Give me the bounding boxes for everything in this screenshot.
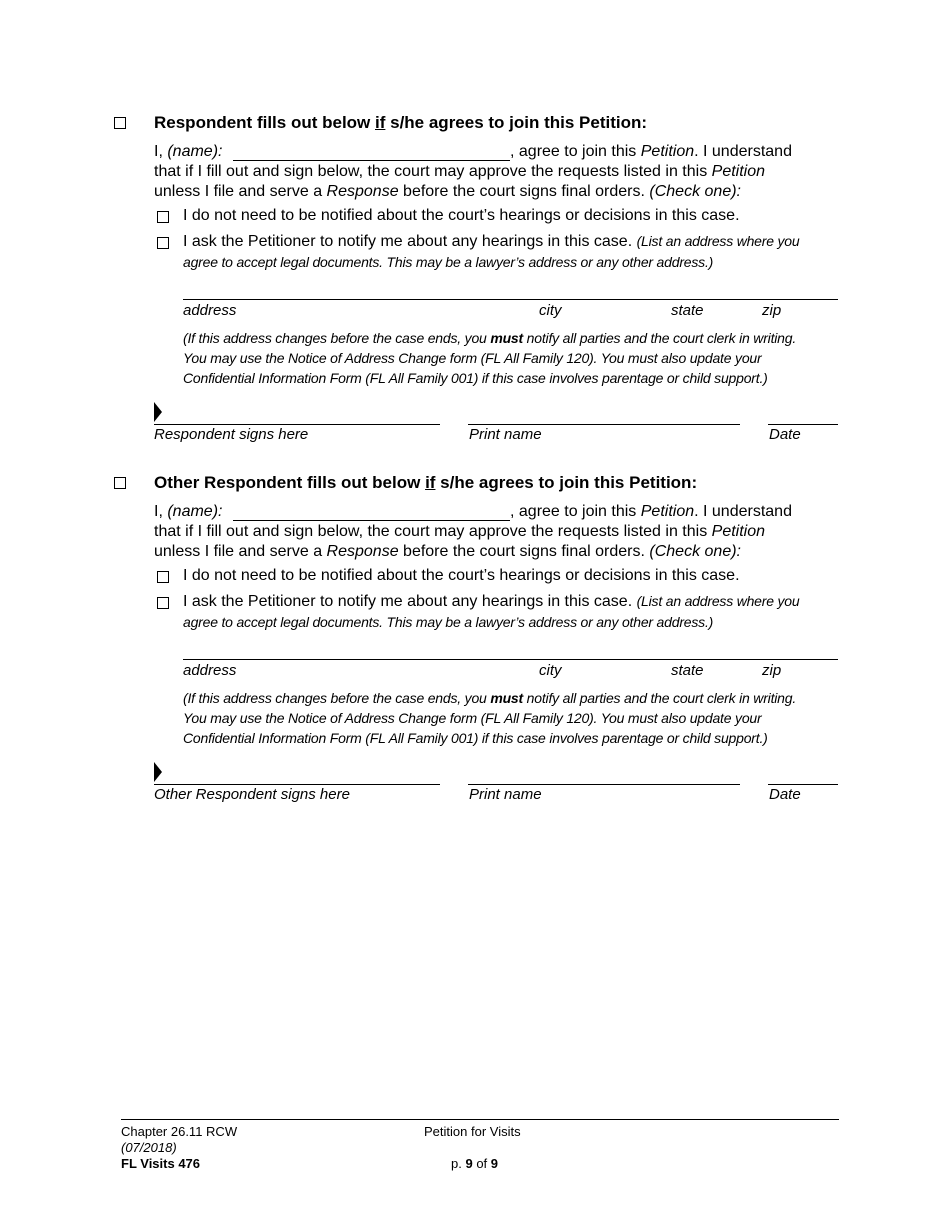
petition-word: Petition: [711, 523, 766, 540]
date-label: Date: [769, 786, 801, 803]
must-word: must: [490, 330, 523, 346]
respondent-line3: [154, 182, 741, 202]
respondent-note-line3: Confidential Information Form (FL All Family 001) if this case involves parentage or child support.): [183, 370, 768, 386]
footer-form-number: FL Visits 476: [121, 1156, 201, 1171]
text: unless I file and serve a: [154, 183, 327, 200]
footer-page-number: [451, 1156, 498, 1171]
date-label: Date: [769, 426, 801, 443]
other-respondent-notify-label: [183, 593, 799, 611]
other-respondent-notify-label-cont: agree to accept legal documents. This may be a lawyer’s address or any other address.): [183, 614, 714, 630]
heading-if: if: [425, 473, 436, 492]
respondent-notify-label-cont: agree to accept legal documents. This may be a lawyer’s address or any other address.): [183, 254, 714, 270]
other-respondent-line1-end: [510, 502, 792, 522]
address-label: address: [183, 302, 237, 319]
text: I,: [154, 503, 168, 520]
respondent-no-notify-checkbox[interactable]: [157, 211, 169, 223]
city-label: city: [539, 302, 562, 319]
footer-title: Petition for Visits: [424, 1124, 521, 1139]
respondent-sign-label: Respondent signs here: [154, 426, 309, 443]
city-label: city: [539, 662, 562, 679]
text: (List an address where you: [636, 233, 800, 249]
footer-date: (07/2018): [121, 1140, 177, 1155]
must-word: must: [490, 690, 523, 706]
other-respondent-print-name-field[interactable]: [468, 784, 740, 785]
other-respondent-no-notify-checkbox[interactable]: [157, 571, 169, 583]
respondent-no-notify-label: I do not need to be notified about the court’s hearings or decisions in this case.: [183, 207, 740, 224]
respondent-note-line2: You may use the Notice of Address Change form (FL All Family 120). You must also update your: [183, 350, 762, 366]
text: I ask the Petitioner to notify me about any hearings in this case.: [183, 233, 637, 250]
other-respondent-line2: [154, 522, 765, 542]
other-respondent-signature-field[interactable]: [154, 784, 440, 785]
respondent-address-field[interactable]: [183, 299, 838, 300]
respondent-date-field[interactable]: [768, 424, 838, 425]
respondent-join-checkbox[interactable]: [114, 117, 126, 129]
text: notify all parties and the court clerk in writing.: [522, 690, 797, 706]
respondent-line1: [154, 142, 222, 162]
petition-word: Petition: [640, 143, 695, 160]
text: unless I file and serve a: [154, 543, 327, 560]
other-respondent-sign-label: Other Respondent signs here: [154, 786, 350, 803]
other-respondent-note-line3: Confidential Information Form (FL All Family 001) if this case involves parentage or child support.): [183, 730, 768, 746]
sign-arrow-icon: [154, 762, 162, 782]
petition-word: Petition: [640, 503, 695, 520]
respondent-note-line1: [183, 330, 796, 346]
text: (If this address changes before the case ends, you: [183, 690, 491, 706]
current-page: 9: [465, 1156, 473, 1171]
text: before the court signs final orders.: [398, 543, 650, 560]
footer-rule: [121, 1119, 839, 1120]
heading-text: Respondent fills out below: [154, 113, 375, 132]
respondent-signature-field[interactable]: [154, 424, 440, 425]
other-respondent-heading: [154, 473, 697, 493]
heading-text-end: s/he agrees to join this Petition:: [435, 473, 698, 492]
petition-word: Petition: [711, 163, 766, 180]
other-respondent-line3: [154, 542, 741, 562]
zip-label: zip: [762, 662, 782, 679]
other-respondent-address-field[interactable]: [183, 659, 838, 660]
text: . I understand: [694, 143, 792, 160]
check-one: (Check one):: [649, 183, 741, 200]
text: . I understand: [694, 503, 792, 520]
zip-label: zip: [762, 302, 782, 319]
other-respondent-note-line2: You may use the Notice of Address Change form (FL All Family 120). You must also update your: [183, 710, 762, 726]
name-label: (name):: [167, 143, 223, 160]
text: (If this address changes before the case ends, you: [183, 330, 491, 346]
text: p.: [451, 1156, 466, 1171]
respondent-notify-checkbox[interactable]: [157, 237, 169, 249]
respondent-print-name-field[interactable]: [468, 424, 740, 425]
text: that if I fill out and sign below, the court may approve the requests listed in this: [154, 523, 712, 540]
respondent-line2: [154, 162, 765, 182]
respondent-notify-label: [183, 233, 799, 251]
heading-text: Other Respondent fills out below: [154, 473, 426, 492]
text: notify all parties and the court clerk in writing.: [522, 330, 797, 346]
text: I ask the Petitioner to notify me about any hearings in this case.: [183, 593, 637, 610]
other-respondent-line1: [154, 502, 222, 522]
total-pages: 9: [490, 1156, 499, 1171]
response-word: Response: [326, 183, 399, 200]
print-name-label: Print name: [469, 426, 542, 443]
other-respondent-date-field[interactable]: [768, 784, 838, 785]
heading-text-end: s/he agrees to join this Petition:: [385, 113, 648, 132]
state-label: state: [671, 302, 704, 319]
text: I,: [154, 143, 168, 160]
text: , agree to join this: [510, 143, 641, 160]
text: that if I fill out and sign below, the court may approve the requests listed in this: [154, 163, 712, 180]
state-label: state: [671, 662, 704, 679]
footer-chapter: Chapter 26.11 RCW: [121, 1124, 238, 1139]
text: before the court signs final orders.: [398, 183, 650, 200]
other-respondent-no-notify-label: I do not need to be notified about the court’s hearings or decisions in this case.: [183, 567, 740, 584]
other-respondent-name-field[interactable]: [233, 520, 510, 521]
respondent-line1-end: [510, 142, 792, 162]
respondent-heading: [154, 113, 647, 133]
print-name-label: Print name: [469, 786, 542, 803]
text: (List an address where you: [636, 593, 800, 609]
other-respondent-note-line1: [183, 690, 796, 706]
sign-arrow-icon: [154, 402, 162, 422]
heading-if: if: [375, 113, 386, 132]
text: , agree to join this: [510, 503, 641, 520]
check-one: (Check one):: [649, 543, 741, 560]
respondent-name-field[interactable]: [233, 160, 510, 161]
other-respondent-notify-checkbox[interactable]: [157, 597, 169, 609]
address-label: address: [183, 662, 237, 679]
text: of: [472, 1156, 491, 1171]
other-respondent-join-checkbox[interactable]: [114, 477, 126, 489]
name-label: (name):: [167, 503, 223, 520]
response-word: Response: [326, 543, 399, 560]
